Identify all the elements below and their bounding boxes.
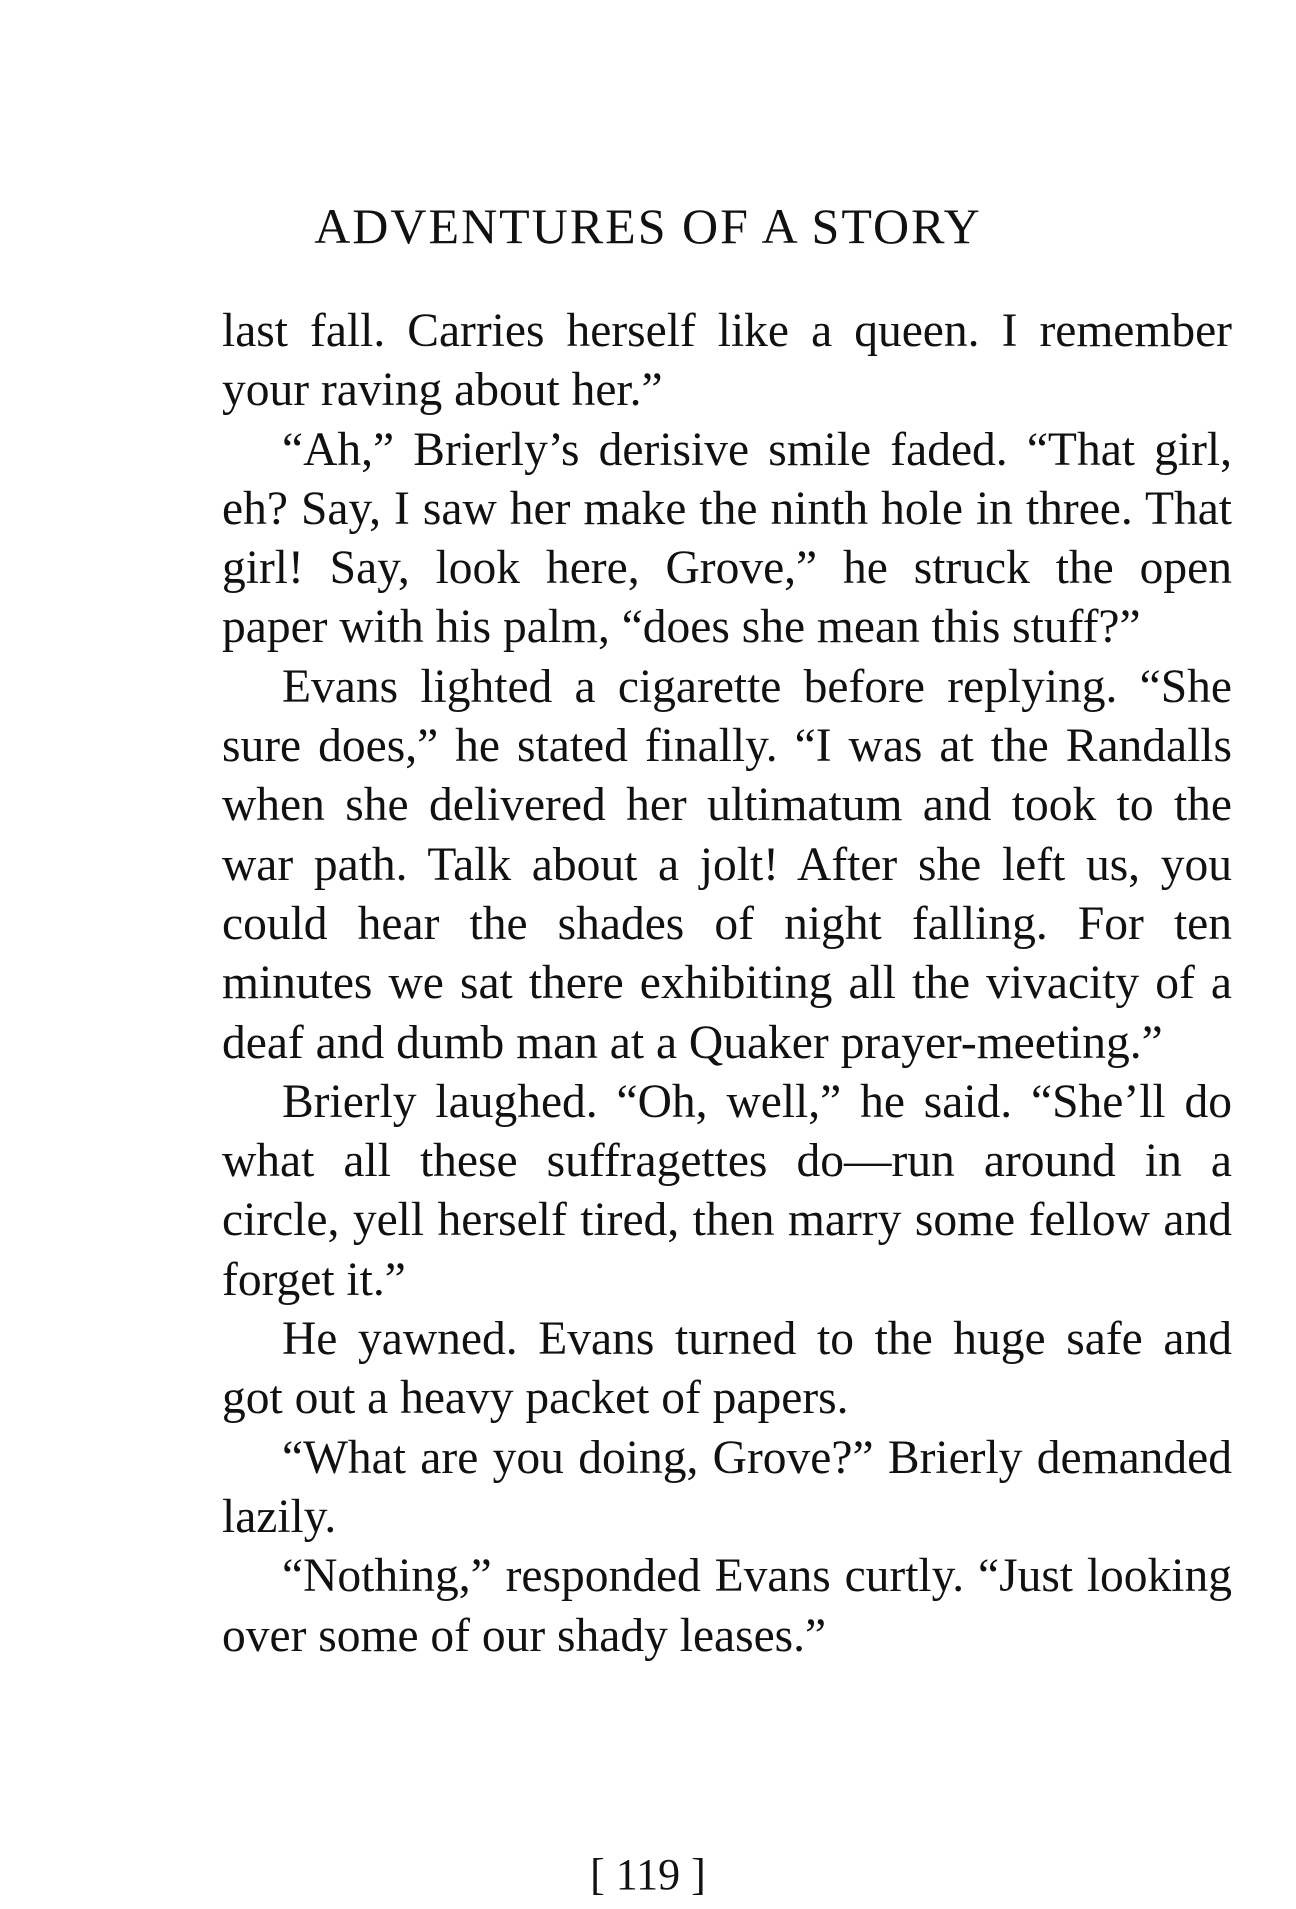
paragraph: “Ah,” Brierly’s derisive smile faded. “That girl, eh? Say, I saw her make the ninth hole in three. That girl! Say, look here, Grove,” he struck the open paper with his palm, “does she mean this stuff?” xyxy=(222,423,1232,654)
paragraph: Brierly laughed. “Oh, well,” he said. “She’ll do what all these suffragettes do—run around in a circle, yell herself tired, then marry some fellow and forget it.” xyxy=(222,1075,1232,1306)
paragraph: Evans lighted a cigarette before replying. “She sure does,” he stated finally. “I was at the Randalls when she delivered her ultimatum and took to the war path. Talk about a jolt! After she left us, you could hear the shades of night falling. For ten minutes we sat there exhibiting all the vivacity of a deaf and dumb man at a Quaker prayer-meeting.” xyxy=(222,660,1232,1069)
body-text xyxy=(222,302,1232,1666)
paragraph: “What are you doing, Grove?” Brierly demanded lazily. xyxy=(222,1431,1232,1543)
paragraph-continued: last fall. Carries herself like a queen. I remember your raving about her.” xyxy=(222,305,1232,417)
page-number: [ 119 ] xyxy=(590,1850,706,1899)
paragraph: “Nothing,” responded Evans curtly. “Just looking over some of our shady leases.” xyxy=(222,1550,1232,1662)
paragraph: He yawned. Evans turned to the huge safe and got out a heavy packet of papers. xyxy=(222,1313,1232,1425)
running-head: ADVENTURES OF A STORY xyxy=(314,198,982,254)
